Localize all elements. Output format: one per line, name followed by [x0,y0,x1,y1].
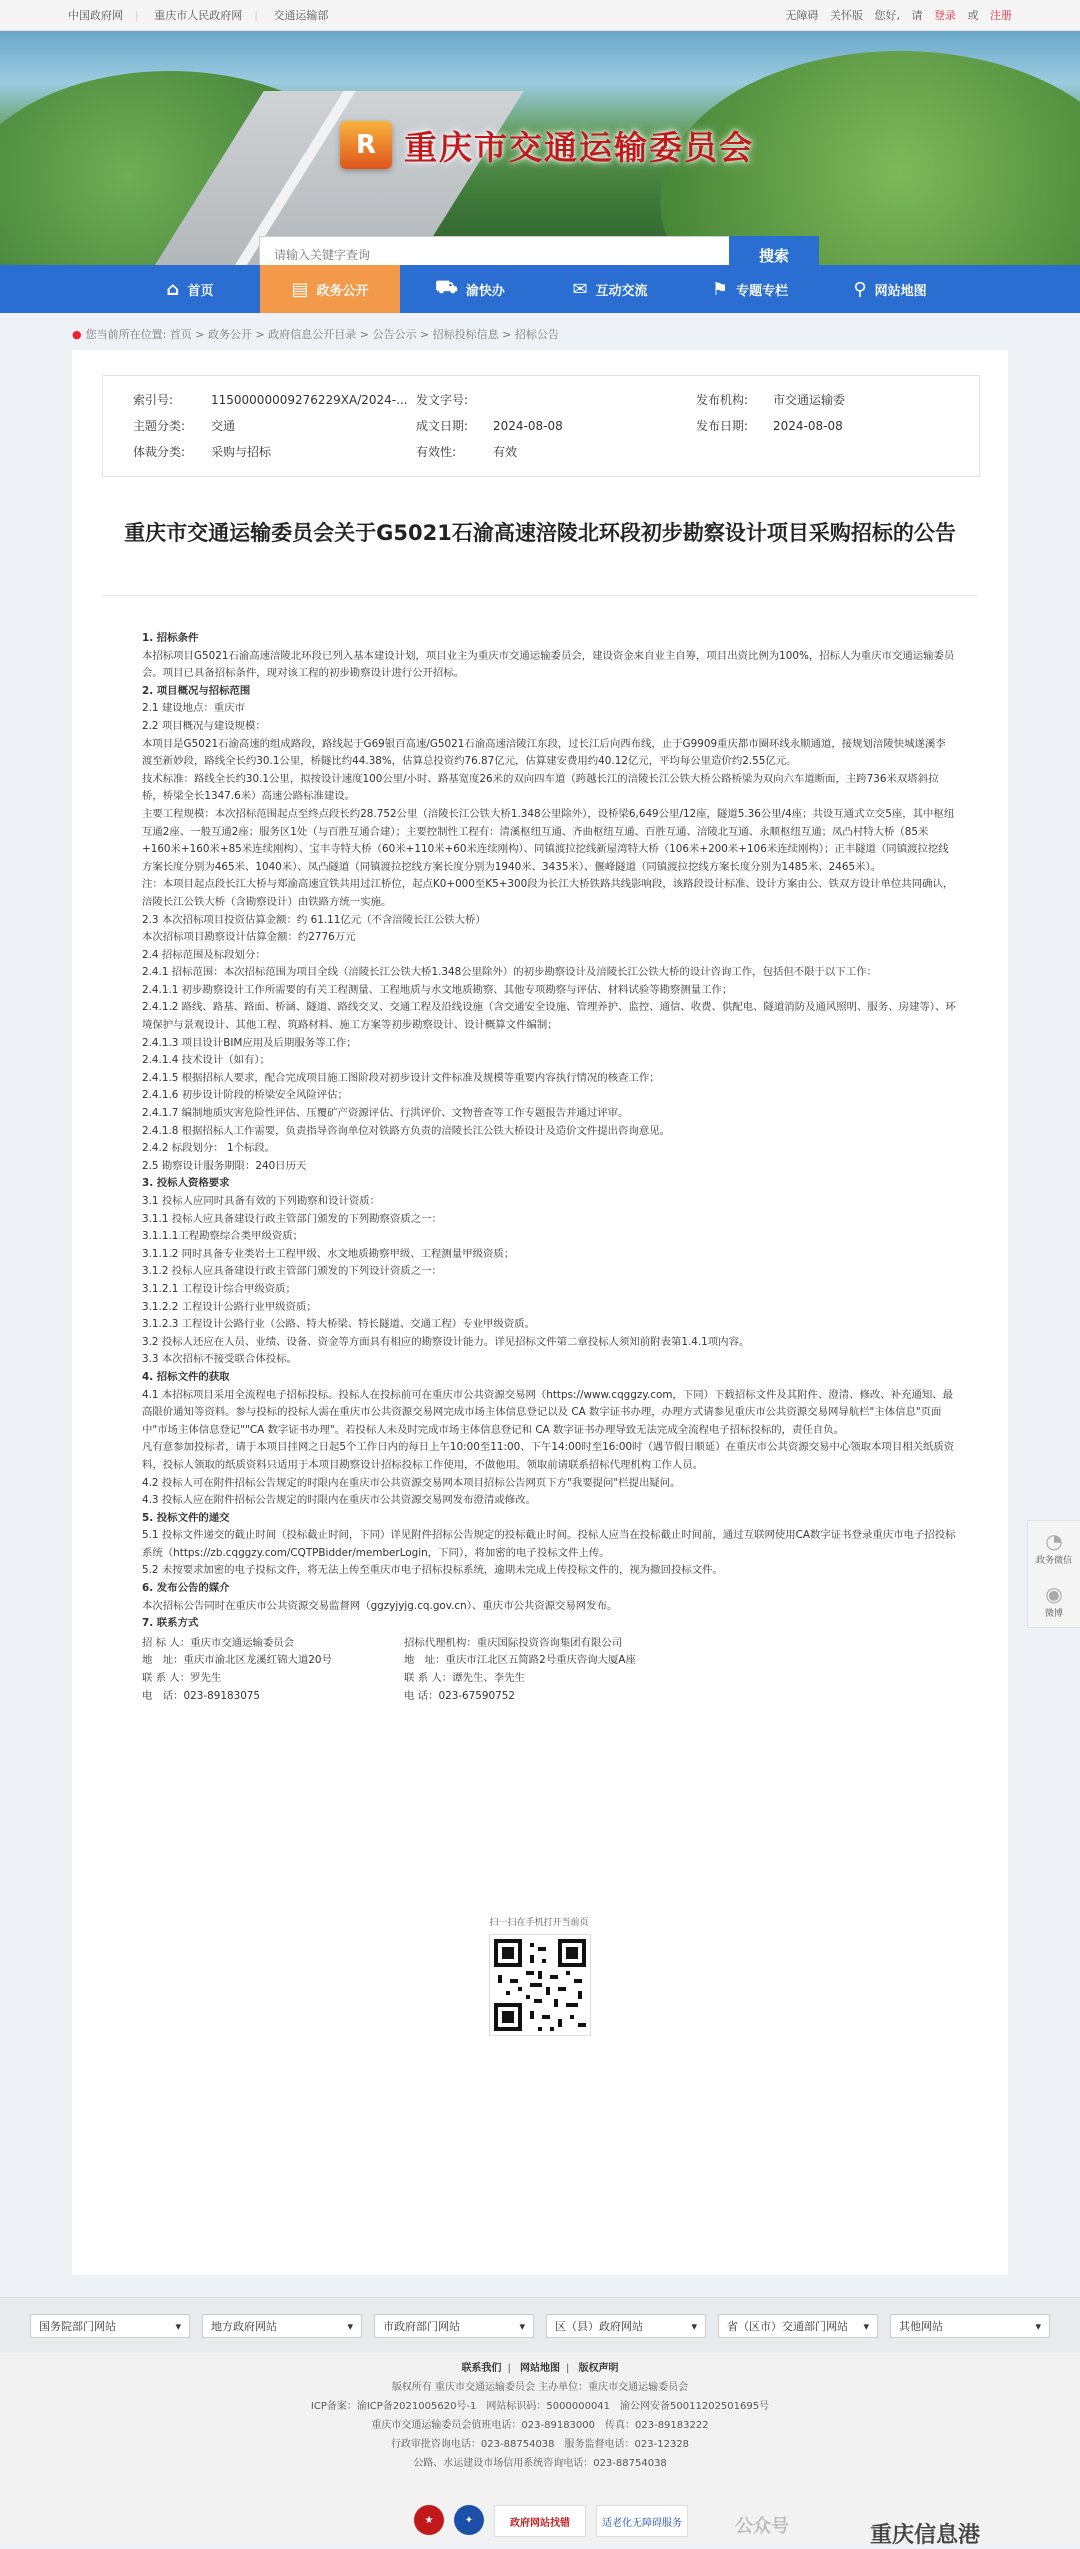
paragraph: 3.3 本次招标不接受联合体投标。 [142,1353,297,1366]
chat-icon: ✉ [572,278,588,300]
nav-gov-affairs[interactable]: ▤ 政务公开 [260,265,400,313]
qr-code-icon [489,1934,591,2036]
paragraph: 2.4.2 标段划分： 1个标段。 [142,1142,276,1155]
footer: 联系我们 | 网站地图 | 版权声明 版权所有 重庆市交通运输委员会 主办单位：重庆市交通运输委员会 ICP备案：渝ICP备2021005620号-1 网站标识码：5000000041 渝公网安备50011202501695号 重庆市交通运输委员会值班电话：023-89183000 传真：023-89183222 行政审批咨询电话：023-88754038 服务监督电话：023-12328 公路、水运建设市场信用系统咨询电话：023-88754038 [0,2353,1080,2543]
paragraph: 3.1 投标人应同时具备有效的下列勘察和设计资质： [142,1195,381,1207]
paragraph: 3.1.2 投标人应具备建设行政主管部门颁发的下列设计资质之一： [142,1265,442,1278]
paragraph: 凡有意参加投标者，请于本项目挂网之日起5个工作日内的每日上午10:00至11:00、下午14:00时至16:00时（遇节假日顺延）在重庆市公共资源交易中心领取本项目相关纸质资料，投标人领取的纸质资料只适用于本项目勘察设计招标投标工作使用，不做他用。领取前请联系招标代理机构工作人员。 [142,1441,955,1471]
chevron-down-icon: ▾ [691,2319,697,2333]
select-city-dept[interactable]: 市政府部门网站 ▾ [374,2314,534,2338]
paragraph: 3.1.2.1 工程设计综合甲级资质； [142,1282,296,1295]
weibo-share[interactable]: ◉ 微博 [1028,1574,1080,1627]
paragraph: 技术标准：路线全长约30.1公里，拟按设计速度100公里/小时、路基宽度26米的双向四车道（跨越长江的涪陵长江公铁大桥公路桥梁为双向六车道断面，主跨736米双塔斜拉桥，桥梁全长1347.6米）高速公路标准建设。 [142,772,939,803]
nav-home[interactable]: ⌂ 首页 [166,278,214,300]
chevron-down-icon: ▾ [175,2319,181,2333]
main-nav [0,265,1080,313]
police-badge-icon: ✦ [454,2505,484,2535]
side-share [1027,1520,1080,1628]
logo-icon: R [340,121,392,169]
paragraph: 3.1.2.2 工程设计公路行业甲级资质； [142,1300,317,1313]
top-right: 无障碍 关怀版 您好, 请 登录 或 注册 [785,9,1012,22]
chevron-down-icon: ▾ [863,2319,869,2333]
paragraph: 2.4.1.5 根据招标人要求，配合完成项目施工图阶段对初步设计文件标准及规模等重要内容执行情况的核查工作； [142,1071,660,1084]
select-local-gov[interactable]: 地方政府网站 ▾ [202,2314,362,2338]
paragraph: 2.4.1.8 根据招标人工作需要，负责指导咨询单位对铁路方负责的涪陵长江公铁大桥设计及造价文件提出咨询意见。 [142,1124,671,1137]
qr-block [489,1915,589,2036]
select-state-council[interactable]: 国务院部门网站 ▾ [30,2314,190,2338]
footer-link-selects [0,2297,1080,2354]
site-title: 重庆市交通运输委员会 [404,127,754,167]
sitemap-icon: ⚲ [853,278,867,300]
sitemap-link[interactable]: 网站地图 [520,2363,560,2374]
section-heading: 1. 招标条件 [142,632,199,644]
section-heading: 3. 投标人资格要求 [142,1177,230,1190]
paragraph: 2.4.1.4 技术设计（如有）； [142,1054,270,1067]
flag-icon: ⚑ [711,278,729,300]
paragraph: 3.1.1.1工程勘察综合类甲级资质； [142,1230,304,1243]
chevron-down-icon: ▾ [519,2319,525,2333]
meta-table: 索引号: 11500000009276229XA/2024-... 发文字号: 发布机构: 市交通运输委 主题分类: 交通 成文日期: 2024-08-08 发布日期: 2024-08-08 体裁分类: 采购与招标 有效性: 有效 [102,375,980,477]
location-pin-icon: ● [72,328,82,341]
search-bar [259,236,819,266]
paragraph: 3.1.2.3 工程设计公路行业（公路、特大桥梁、特长隧道、交通工程）专业甲级资质。 [142,1318,535,1331]
paragraph: 本项目是G5021石渝高速的组成路段，路线起于G69银百高速/G5021石渝高速涪陵江东段，过长江后向西布线，止于G9909重庆都市圈环线永顺通道，接规划涪陵快城遂溪李渡至新妙段，路线全长约30.1公里，桥隧比约44.38%，估算总投资约76.87亿元，估算建安费用约40.12亿元，平均每公里造价约2.55亿元。 [142,737,946,768]
paragraph: 2.4.1.6 初步设计阶段的桥梁安全风险评估； [142,1089,348,1102]
top-links: 中国政府网 | 重庆市人民政府网 | 交通运输部 [68,9,329,22]
paragraph: 2.5 勘察设计服务期限：240日历天 [142,1159,307,1172]
copyright-link[interactable]: 版权声明 [578,2363,619,2374]
paragraph: 注：本项目起点段长江大桥与郑渝高速宜铁共用过江桥位，起点K0+000至K5+300段为长江大桥铁路共线影响段，该路段设计标准、设计方案由公、铁双方设计单位共同确认，涪陵长江公铁大桥（含勘察设计）由铁路方统一实施。 [142,878,954,908]
watermark-left: 公众号 [735,2516,789,2537]
article-body [124,630,956,1705]
wechat-icon: ◔ [1045,1529,1063,1553]
truck-icon: ⛟ [435,277,458,298]
paragraph: 2.4 招标范围及标段划分： [142,948,266,961]
section-heading: 7. 联系方式 [142,1617,199,1630]
article-panel [72,350,1008,2275]
nav-topics[interactable]: ⚑ 专题专栏 [711,278,789,300]
top-bar [0,0,1080,31]
section-heading: 6. 发布公告的媒介 [142,1582,230,1595]
paragraph: 4.2 投标人可在附件招标公告规定的时限内在重庆市公共资源交易网本项目招标公告网页下方"我要提问"栏提出疑问。 [142,1476,681,1489]
title-divider [102,595,978,596]
paragraph: 3.1.1 投标人应具备建设行政主管部门颁发的下列勘察资质之一： [142,1212,442,1225]
paragraph: 4.3 投标人应在附件招标公告规定的时限内在重庆市公共资源交易网发布澄清或修改。 [142,1494,536,1507]
paragraph: 2.3 本次招标项目投资估算金额：约 61.11亿元（不含涪陵长江公铁大桥） [142,913,486,926]
footer-badges [414,2505,698,2537]
chevron-down-icon: ▾ [347,2319,353,2333]
home-icon: ⌂ [166,278,180,300]
paragraph: 2.2 项目概况与建设规模： [142,719,266,732]
link-cq-gov[interactable]: 重庆市人民政府网 [154,9,243,22]
party-emblem-icon: ★ [414,2505,444,2535]
search-input[interactable] [259,236,729,266]
paragraph: 5.1 投标文件递交的截止时间（投标截止时间，下同）详见附件招标公告规定的投标截止时间。投标人应当在投标截止时间前，通过互联网使用CA数字证书登录重庆市电子招投标系统（https://zb.cqggzy.com/CQTPBidder/memberLogin，下同），将加密的电子投标文件上传。 [142,1529,956,1559]
contact-row: 联 系 人：罗先生 联 系 人：谭先生、李先生 [142,1672,525,1685]
paragraph: 2.4.1.1 初步勘察设计工作所需要的有关工程测量、工程地质与水文地质勘察、其他专项勘察与评估、材料试验等勘察测量工作； [142,983,733,996]
elderly-badge[interactable]: 适老化无障碍服务 [596,2505,688,2537]
paragraph: 2.4.1.7 编制地质灾害危险性评估、压覆矿产资源评估、行洪评价、文物普查等工作专题报告并通过评审。 [142,1107,629,1120]
document-icon: ▤ [291,278,309,300]
banner [0,31,1080,266]
watermark-right: 重庆信息港 [870,2523,981,2548]
login-link[interactable]: 登录 [934,9,956,22]
contact-us-link[interactable]: 联系我们 [461,2363,502,2374]
register-link[interactable]: 注册 [990,9,1012,22]
nav-sitemap[interactable]: ⚲ 网站地图 [853,278,927,300]
paragraph: 2.4.1.2 路线、路基、路面、桥涵、隧道、路线交叉、交通工程及沿线设施（含交通安全设施、管理养护、监控、通信、收费、供配电、隧道消防及通风照明、服务、房建等）、环境保护与景观设计、其他工程、筑路材料、施工方案等初步勘察设计、设计概算文件编制； [142,1001,956,1032]
paragraph: 3.1.1.2 同时具备专业类岩土工程甲级、水文地质勘察甲级、工程测量甲级资质； [142,1247,515,1260]
greeting: 您好, [874,9,900,22]
paragraph: 本招标项目G5021石渝高速涪陵北环段已列入基本建设计划，项目业主为重庆市交通运输委员会，建设资金来自业主自筹，项目出资比例为100%，招标人为重庆市交通运输委员会。项目已具备招标条件，现对该工程的初步勘察设计进行公开招标。 [142,649,955,680]
paragraph: 本次招标公告同时在重庆市公共资源交易监督网（ggzyjyjg.cq.gov.cn）、重庆市公共资源交易网发布。 [142,1599,618,1612]
site-logo[interactable] [340,121,754,169]
contact-row: 电 话：023-89183075 电 话：023-67590752 [142,1689,515,1702]
section-heading: 2. 项目概况与招标范围 [142,684,251,697]
chevron-down-icon: ▾ [1035,2319,1041,2333]
wechat-share[interactable]: ◔ 政务微信 [1028,1521,1080,1574]
section-heading: 5. 投标文件的递交 [142,1511,230,1524]
select-district[interactable]: 区（县）政府网站 ▾ [546,2314,706,2338]
nav-interaction[interactable]: ✉ 互动交流 [572,278,648,300]
paragraph: 5.2 未按要求加密的电子投标文件，将无法上传至重庆市电子招标投标系统，逾期未完成上传投标文件的，视为撤回投标文件。 [142,1564,723,1577]
qr-caption: 扫一扫在手机打开当前页 [489,1918,589,1928]
section-heading: 4. 招标文件的获取 [142,1370,230,1383]
gov-error-badge[interactable]: 政府网站找错 [494,2505,586,2537]
paragraph: 2.4.1.3 项目设计BIM应用及后期服务等工作； [142,1036,357,1049]
select-province-transport[interactable]: 省（区市）交通部门网站 ▾ [718,2314,878,2338]
contact-row: 招 标 人：重庆市交通运输委员会 招标代理机构：重庆国际投资咨询集团有限公司 [142,1636,623,1649]
paragraph: 本次招标项目勘察设计估算金额：约2776万元 [142,931,356,944]
breadcrumb: ● 您当前所在位置: 首页 > 政务公开 > 政府信息公开目录 > 公告公示 > 招标投标信息 > 招标公告 [72,328,559,341]
select-other[interactable]: 其他网站 ▾ [890,2314,1050,2338]
paragraph: 2.1 建设地点：重庆市 [142,702,245,715]
paragraph: 主要工程规模：本次招标范围起点至终点段长约28.752公里（涪陵长江公铁大桥1.348公里除外），设桥梁6,649公里/12座，隧道5.36公里/4座；共设互通式立交5座，其中枢纽互通2座、一般互通2座；服务区1处（与百胜互通合建）；主要控制性工程有：清溪枢纽互通、齐曲枢纽互通、百胜互通、涪陵北互通、永顺枢纽互通；凤凸村特大桥（85米+160米+160米+85米连续刚构）、宝丰寺特大桥（60米+110米+60米连续刚构）、同镇渡拉挖线新屋湾特大桥（106米+200米+106米连续刚构）；正丰隧道（同镇渡拉挖线方案长度分别为465米、1040米）、凤凸隧道（同镇渡拉挖线方案长度分别为1940米、3435米）、偃峰隧道（同镇渡拉挖线方案长度分别为1485米、2465米）。 [142,807,955,873]
nav-yukuaiban[interactable]: ⛟ 渝快办 [400,265,540,313]
article-title: 重庆市交通运输委员会关于G5021石渝高速涪陵北环段初步勘察设计项目采购招标的公告 [124,521,956,545]
paragraph: 3.2 投标人还应在人员、业绩、设备、资金等方面具有相应的勘察设计能力。详见招标文件第二章投标人须知前附表第1.4.1项内容。 [142,1335,750,1348]
link-gov-cn[interactable]: 中国政府网 [68,9,123,22]
accessibility-link[interactable]: 无障碍 [785,9,819,22]
footer-links: 联系我们 | 网站地图 | 版权声明 [461,2363,619,2374]
weibo-icon: ◉ [1045,1582,1063,1606]
contacts [124,1635,956,1705]
care-mode-link[interactable]: 关怀版 [830,9,863,22]
contact-row: 地 址：重庆市渝北区龙溪红锦大道20号 地 址：重庆市江北区五简路2号重庆咨询大厦A座 [142,1654,636,1667]
search-button[interactable]: 搜索 [729,236,819,266]
paragraph: 2.4.1 招标范围：本次招标范围为项目全线（涪陵长江公铁大桥1.348公里除外）的初步勘察设计及涪陵长江公铁大桥的设计咨询工作，包括但不限于以下工作： [142,966,877,979]
link-mot[interactable]: 交通运输部 [273,9,329,22]
paragraph: 4.1 本招标项目采用全流程电子招标投标。投标人在投标前可在重庆市公共资源交易网（https://www.cqggzy.com，下同）下载招标文件及其附件、澄清、修改、补充通知、最高限价通知等资料。参与投标的投标人需在重庆市公共资源交易网完成市场主体信息登记以及 CA 数字证书办理，办理方式请参见重庆市公共资源交易网导航栏"主体信息"页面中"市场主体信息登记""CA 数字证书办理"。若投标人未及时完成市场主体信息登记和 CA 数字证书办理导致无法完成全流程电子招标投标的，责任自负。 [142,1388,954,1436]
